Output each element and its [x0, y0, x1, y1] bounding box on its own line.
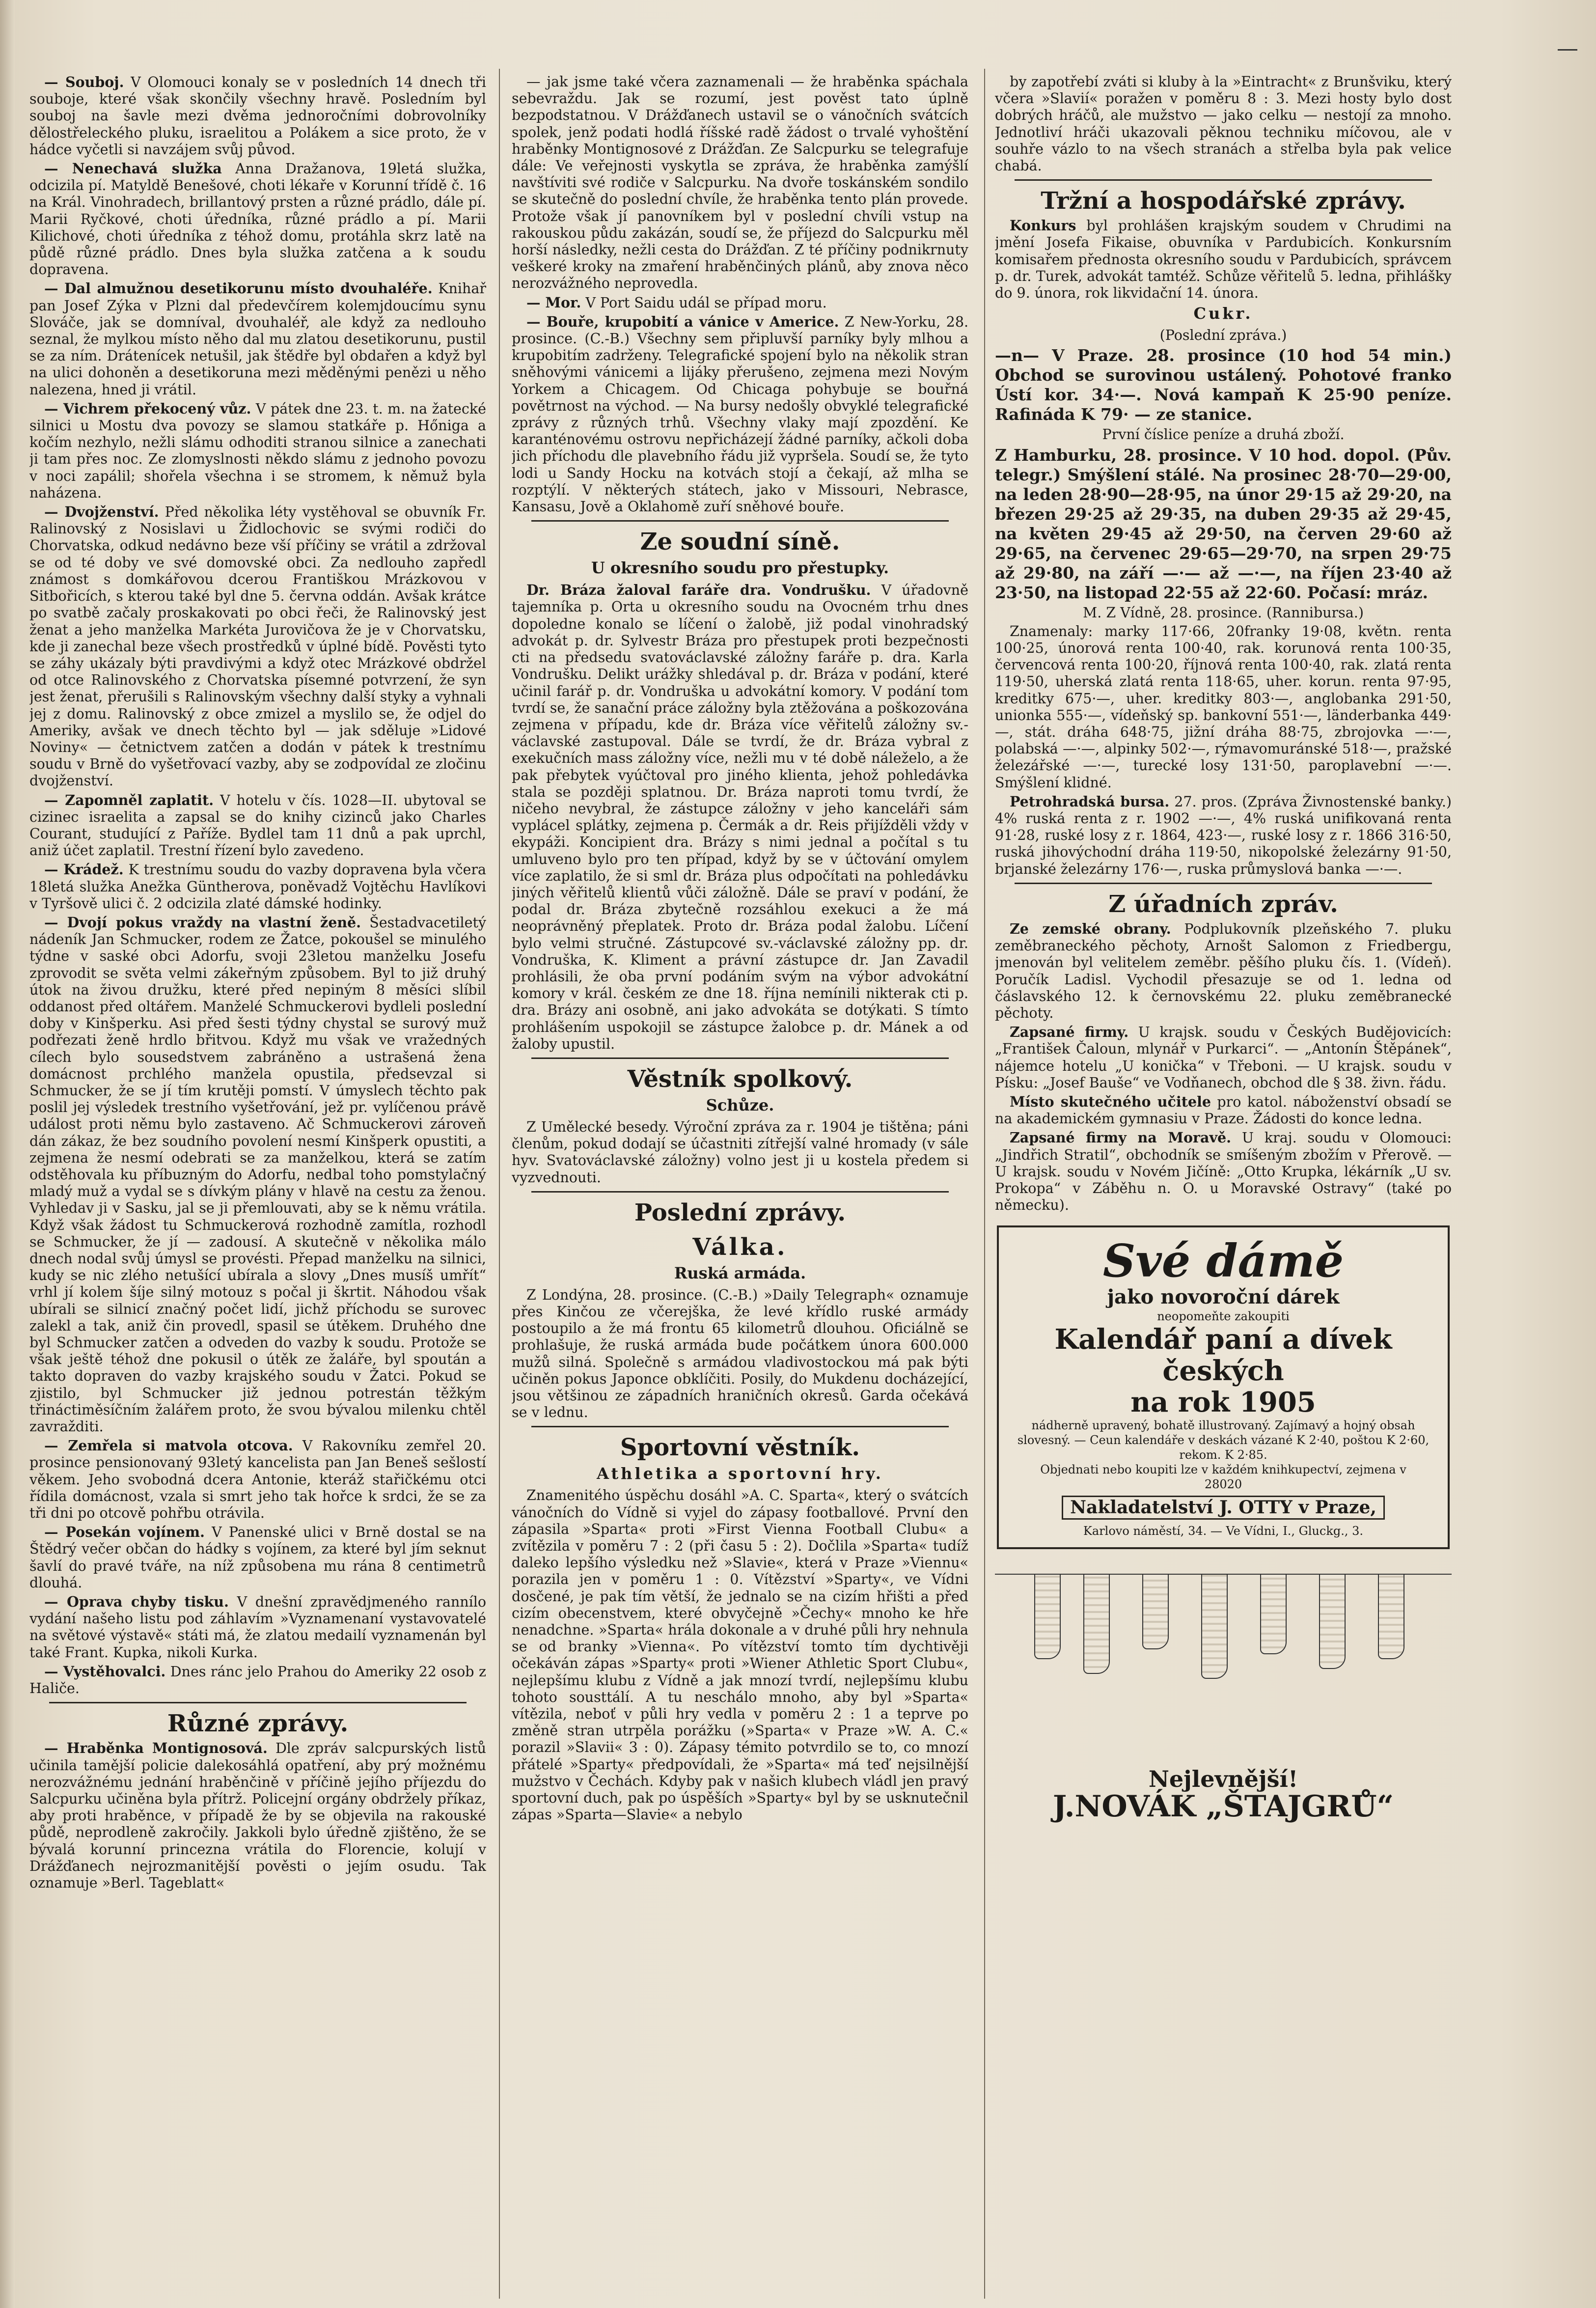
ad-product: Kalendář paní a dívek českých — [1054, 1323, 1392, 1388]
article — [29, 160, 486, 278]
section-title: Věstník spolkový. — [627, 1065, 853, 1093]
market-note: První číslice peníze a druhá zboží. — [1102, 426, 1345, 443]
article-text: V Rakovníku zemřel 20. prosince pensionovaný 93letý kancelista pan Jan Beneš sešlostí věkem. Jeho svobodná dcera Antonie, kteráž stařičkému otci řídila domácnost, vzala si smrt jeho tak hořce k srdci, že se za tři dni po otcově pohřbu otrávila. — [29, 1438, 486, 1522]
article-text: Dnes ránc jelo Prahou do Ameriky 22 osob z Haliče. — [29, 1663, 486, 1697]
article-heading: — Krádež. — [44, 861, 124, 878]
article-text: Anna Dražanova, 19letá služka, odcizila pí. Matyldě Benešové, choti lékaře v Korunní třídě č. 16 na Král. Vinohradech, brillantový prsten a různé prádlo, dále pí. Marii Ryčkové, choti úředníka, různé prádlo a pí. Marii Kilichové, choti úředníka z téhož domu, protáhla skrz latě na půdě různé prádlo. Dnes byla služka zatčena a k soudu dopravena. — [29, 161, 486, 278]
article-text: Z Londýna, 28. prosince. (C.-B.) »Daily Telegraph« oznamuje přes Kinčou ze včerejška, že levé křídlo ruské armády postoupilo a že má frontu 65 kilometrů dlouhou. Oficiálně se prohlašuje, že ruská armáda bude počátkem února 600.000 mužů silná. Společně s armádou vladivostockou má pak býti učiněn pokus Japonce obklíčiti. Posily, do Mukdenu docházející, jsou většinou ze západních hraničních okresů. Garda očekává se v lednu. — [512, 1286, 968, 1421]
market-report — [995, 793, 1452, 878]
section-title: Ze soudní síně. — [640, 528, 840, 556]
stocking-icon — [1319, 1574, 1346, 1669]
article-heading: — Souboj. — [44, 74, 124, 90]
column-3 — [995, 74, 1452, 2294]
article-heading: — Vichrem překocený vůz. — [44, 400, 251, 417]
article — [29, 400, 486, 501]
article-text: V hotelu v čís. 1028—II. ubytoval se cizinec israelita a zapsal se do knihy cizinců jako Charles Courant, studující z Paříže. Bydlel tam 11 dnů a pak uprchl, aniž účet zaplatil. Trestní řízení bylo zavedeno. — [29, 792, 486, 859]
ad-note: neopomeňte zakoupiti — [1157, 1309, 1290, 1324]
calendar-advertisement — [997, 1225, 1450, 1549]
article-text: 27. pros. (Zpráva Živnostenské banky.) 4% ruská renta z r. 1902 —·—, 4% ruská unifikovaná renta 91·28, ruské losy z r. 1864, 423·—, ruské losy z r. 1866 316·50, ruská jihovýchodní dráha 119·50, nikopolské železárny 91·50, brjanské železárny 176·—, ruska průmyslová banka —·—. — [995, 793, 1452, 877]
article — [512, 1487, 968, 1823]
market-report: Z Hamburku, 28. prosince. V 10 hod. dopol. (Pův. telegr.) Smýšlení stálé. Na prosinec 28·70—29·00, na leden 28·90—28·95, na únor 29·15 až 29·20, na březen 29·25 až 29·35, na duben 29·35 až 29·45, na květen 29·45 až 29·50, na červen 29·60 až 29·65, na červenec 29·65—29·70, na srpen 29·75 až 29·80, na září —·— až —·—, na říjen 23·40 až 23·50, na listopad 22·55 až 22·60. Počasí: mráz. — [995, 445, 1452, 602]
article — [512, 294, 968, 311]
article — [29, 792, 486, 860]
article — [995, 920, 1452, 1022]
section-divider — [49, 1702, 467, 1703]
stocking-icon — [1378, 1574, 1404, 1659]
article-heading: — Zapomněl zaplatit. — [44, 791, 214, 808]
article-text: K trestnímu soudu do vazby dopravena byla včera 18letá služka Anežka Güntherova, poněvadž Vojtěchu Havlíkovi v Tyršově ulici č. 2 odcizila zlaté dámské hodinky. — [29, 862, 486, 912]
article-heading: Zapsané firmy na Moravě. — [1010, 1129, 1232, 1146]
article-text: Šestadvacetiletý nádeník Jan Schmucker, rodem ze Žatce, pokoušel se minulého týdne v saské obci Adorfu, svoji 23letou manželku Josefu zprovodit se světa velmi zákeřným způsobem. Byl to již druhý útok na živou družku, které před nepiným 8 měsíci slíbil oddanost před oltářem. Manželé Schmuckerovi bydleli poslední doby v Kinšperku. Asi před šesti týdny chystal se surový muž podřezati ženě hrdlo břitvou. Když mu však ve vražedných cílech bylo sousedstvem zabráněno a ustrašená žena domácnost prchlého manžela opustila, předsevzal si Schmucker, že se jí tím krutěji pomstí. V úmyslech těchto pak poslil jej výsledek trestního vyšetřování, jež pr. vylíčenou právě událost proti němu bylo zastaveno. Ač Schmuckerovi zároveň dán zákaz, že bez soudního povolení nesmí Kinšperk opustiti, a zejmena že nesmí odebrati se za manželkou, která se zatím odstěhovala ku příbuzným do Adorfu, nedbal toho pomstylačný mladý muž a vydal se s dívkým plány v hlavě na cestu za ženou. Vyhledav ji v Sasku, jal se ji přemlouvati, aby se k němu vrátila. Když však žádost tu Schmuckerová rozhodně zamítla, rozhodl se Schmucker, že jí — zadousí. A skutečně v několika málo dnech nodal svůj úmysl se provésti. Přepad manželku na silnici, kudy se nic zlého netušící ubírala a slovy „Dnes musíš umřít“ vrhl jí kolem šíje silný motouz s počal ji škrtit. Náhodou však ubírali se silnicí značný počet lidí, jichž příchodu se surovec zalekl a tak, aniž čin provedl, spasil se útěkem. Druhého dne byl Schmucker zatčen a odveden do vazby k soudu. Protože se však ještě téhož dne pokusil o útěk ze žaláře, byl spoután a takto dopraven do vazby krajského soudu v Žatci. Pokud se zjistilo, byl Schmucker již jednou potrestán těžkým třináctiměsíčním žalářem proto, že svou bývalou milenku chtěl zavražditi. — [29, 914, 486, 1435]
article-heading: — Mor. — [526, 294, 581, 311]
war-heading: Válka. — [692, 1233, 788, 1261]
stocking-advertisement — [995, 1559, 1452, 1834]
stocking-icon — [1083, 1574, 1110, 1674]
article-text: Z New-Yorku, 28. prosince. (C.-B.) Všechny sem připluvší parníky byly mlhou a krupobitím zadrženy. Telegrafické spojení bylo na několik stran sněhovými vánicemi a lijáky přerušeno, zejmena mezi Novým Yorkem a Chicagem. Od Chicaga pohybuje se bouřná povětrnost na východ. — Na bursy nedošly obvyklé telegrafické zprávy z různých trhů. Všechny vlaky mají zpozdění. Ke karanténovému ostrovu nepřicházejí žádné parníky, ačkoli doba jich příchodu dle plavebního řádu již vypršela. Soudí se, že tyto lodi u Sandy Hocku na kotvách stojí a čekají, až mlha se rozptýlí. V některých státech, jako v Missouri, Nebrasce, Kansasu, Jově a Oklahomě zuří sněhové bouře. — [512, 313, 968, 515]
article-text: by zapotřebí zváti si kluby à la »Eintracht« z Brunšviku, který včera »Slavií« poražen v poměru 8 : 3. Mezi hosty bylo dost dobrých hráčů, ale mužstvo — jako celku — nestojí za mnoho. Jednotliví hráči ukazovali pěknou techniku míčovou, ale v souhře vázlo to na všech stranách a střelba byla pak velice chabá. — [995, 74, 1452, 174]
article — [512, 582, 968, 1053]
article — [995, 1129, 1452, 1214]
section-divider — [531, 1426, 949, 1427]
section-title: Různé zprávy. — [167, 1710, 349, 1738]
market-report — [995, 623, 1452, 791]
ad-year: na rok 1905 — [1130, 1386, 1316, 1419]
article-text: Dle zpráv salcpurských listů učinila tamější policie dalekosáhlá opatření, aby prý možnému nerozvážnému jednání hraběnčině v příčině jejího příjezdu do Salcpurku učiněna byla přítrž. Policejní orgány obdržely příkaz, aby proti hraběnce, v případě že by se objevila na rakouské půdě, neprodleně zakročily. Jakkoli bylo úředně zjištěno, že se bývalá korunní princezna vrátila do Florencie, kolují v Drážďanech nejrozmanitější pověsti o jejím osudu. Tak oznamuje »Berl. Tageblatt« — [29, 1740, 486, 1891]
article — [512, 313, 968, 515]
ad-number: 28020 — [1204, 1477, 1242, 1492]
article — [29, 1740, 486, 1891]
article-heading: Zapsané firmy. — [1010, 1024, 1129, 1041]
section-divider — [531, 1057, 949, 1059]
article-text: V Panenské ulici v Brně dostal se na Štědrý večer občan do hádky s vojínem, za které byl jím seknut šavlí do pravé tváře, na níž způsobena mu rána 8 centimetrů dlouhá. — [29, 1524, 486, 1591]
article — [995, 1024, 1452, 1091]
article-heading: Místo skutečného učitele — [1010, 1093, 1211, 1110]
column-rule — [984, 69, 985, 2299]
article-text: V Olomouci konaly se v posledních 14 dnech tři souboje, které však skončily všechny hravě. Posledním byl souboj na šavle mezi dvěma jednoročními dobrovolníky dělostřeleckého pluku, israelitou a Polákem a sice proto, že v hádce vyčetli si navzájem svůj původ. — [29, 74, 486, 158]
section-divider — [531, 1191, 949, 1193]
section-subtitle: Ruská armáda. — [674, 1263, 806, 1282]
section-subtitle: Athletika a sportovní hry. — [597, 1464, 883, 1483]
article — [29, 1524, 486, 1591]
stocking-icon — [1201, 1574, 1228, 1679]
stocking-icon — [1260, 1574, 1287, 1654]
market-title: Cukr. — [1193, 304, 1253, 323]
article-text: V úřadovně tajemníka p. Orta u okresního soudu na Ovocném trhu dnes dopoledne konalo se líčení o žalobě, již podal vinohradský advokát p. dr. Sylvestr Bráza pro přestupek proti bezpečnosti cti na předsedu svatováclavské záložny faráře p. dra. Karla Vondrušku. Delikt urážky shledával p. dr. Bráza v podání, které učinil farář p. dr. Vondruška u advokátní komory. V podání tom tvrdí se, že sanační práce záložny byla ztěžována a poškozována zejmena v případu, kde dr. Bráza více věřitelů záložny sv.-václavské zastupoval. Dále se tvrdí, že dr. Bráza vybral z exekučních mass záložny více, nežli mu v té době náleželo, a že pak přebytek vyúčtoval pro jiného klienta, jehož pohledávka stala se později splatnou. Dr. Bráza naproti tomu tvrdí, že ničeho nevybral, že zástupce záložny v jeho kanceláři sám vyplácel splátky, zejmena p. Čermák a dr. Reis přijížděli vždy v ekypáži. Koncipient dra. Brázy s nimi jednal a počítal s tu umluveno bylo pro ten případ, když by se v účtování omylem více zaplatilo, že si sml dr. Bráza plus odpočítati na pohledávku jiných věřitelů klientů vůči záložně. Dále se praví v podání, že podal dr. Bráza zbytečně rozsáhlou exekuci a že má neoprávněný přeplatek. Proto dr. Bráza podal žalobu. Líčení bylo velmi stručné. Zástupcové sv.-václavské záložny pp. dr. Vondruška, K. Kliment a právní zástupce dr. Jan Zavadil prohlásili, že oba první podáním svým na výbor advokátní komory v král. českém ze dne 18. října nemínili nikterak cti p. dra. Brázy ani osobně, ani jako advokáta se dotýkati. S tímto prohlášením uspokojil se zástupce žalobce p. dr. Mánek a od žaloby upustil. — [512, 582, 968, 1052]
article-heading: Ze zemské obrany. — [1010, 920, 1171, 937]
article — [29, 1593, 486, 1661]
article-text: V Port Saidu udál se případ moru. — [585, 294, 827, 311]
article-heading: — Oprava chyby tisku. — [44, 1593, 229, 1611]
article-text: Před několika léty vystěhoval se obuvník Fr. Ralinovský z Nosislavi u Židlochovic se svými rodiči do Chorvatska, odkud nedávno beze vší příčiny se vrátil a zdržoval se od té doby ve své domovské obci. Za nedlouho zapředl známost s domkářovou dcerou Františkou Mrázkovou v Sitbořicích, s kterou také byl dne 5. června oddán. Avšak krátce po svatbě začaly proskakovati po obci řeči, že Ralinovský jest ženat a jeho manželka Markéta Jurovičova že je v Chorvatsku, kde ji zanechal beze všech prostředků v úplné bídě. Pověsti tyto se záhy ukázaly býti pravdivými a když otec Mrázkové obdržel od otce Ralinovského z Chorvatska písemné potvrzení, že syn jest ženat, přerušili s Ralinovským všechny další styky a vyhnali jej z domu. Ralinovský z obce zmizel a myslilo se, že odjel do Ameriky, avšak ve dnech těchto byl — jak sděluje »Lidové Noviny« — četnictvem zatčen a dodán v pátek k trestnímu soudu v Brně do vyšetřovací vazby, aby se zodpovídal ze zločinu dvojženství. — [29, 504, 486, 789]
article — [29, 503, 486, 789]
article-text: Podplukovník plzeňského 7. pluku zeměbraneckého pěchoty, Arnošt Salomon z Friedbergu, jmenován byl velitelem zeměbr. pěšího pluku čís. 1. (Vídeň). Poručík Ladisl. Vychodil přesazuje se od 1. ledna od čáslavského 12. k černovskému 22. pluku zeměbranecké pěchoty. — [995, 920, 1452, 1021]
article-heading: — Dal almužnou desetikorunu místo dvouhaléře. — [44, 280, 433, 297]
article — [512, 1119, 968, 1186]
article — [512, 1287, 968, 1421]
section-title: Poslední zprávy. — [634, 1198, 846, 1226]
column-2 — [512, 74, 968, 2294]
article-heading: — Posekán vojínem. — [44, 1524, 205, 1541]
article — [995, 74, 1452, 174]
article — [29, 1663, 486, 1697]
ad-text — [995, 1765, 1452, 1824]
margin-mark — [1558, 49, 1577, 51]
article-text: Z Umělecké besedy. Výroční zpráva za r. 1904 je tištěna; páni členům, pokud dodají se účastniti zítřejší valné hromady (v sále hyv. Svatováclavské záložny) volno jest ji u kostela předem si vyzvednouti. — [512, 1118, 968, 1186]
article-heading: Konkurs — [1010, 217, 1076, 234]
article-heading: — Dvojženství. — [44, 503, 159, 521]
article-text: — jak jsme také včera zaznamenali — že hraběnka spáchala sebevraždu. Jak se rozumí, jest pověst tato úplně bezpodstatnou. V Drážďanech ustavil se o vánočních svátcích spolek, jenž podati hodlá říšské radě žádost o trvalé vyhoštění hraběnky Montignosové z Drážďan. Ze Salcpurku se telegrafuje dále: Ve veřejnosti vyskytla se zpráva, že hraběnka zamýšlí navštíviti své rodiče v Salcpurku. Na dvoře toskánském sondilo se skutečně do poslední chvíle, že hraběnka tento plán provede. Protože však jí panovníkem byl v poslední chvíli vstup na rakouskou půdu zakázán, soudí se, že příjezd do Salcpurku měl horší následky, nežli cesta do Drážďan. Z té příčiny podnikrnuty veškeré kroky na zmaření hraběnčiných plánů, aby znova něco nerozvážného neprovedla. — [512, 74, 968, 292]
article-text: pro katol. náboženství obsadí se na akademickém gymnasiu v Praze. Žádosti do konce ledna. — [995, 1093, 1452, 1127]
stocking-icon — [1142, 1574, 1169, 1649]
article-heading: — Hraběnka Montignosová. — [44, 1740, 268, 1757]
ad-publisher: Nakladatelství J. OTTY v Praze, — [1062, 1496, 1385, 1519]
article — [995, 217, 1452, 302]
article-text: U kraj. soudu v Olomouci: „Jindřich Stratil“, obchodník se smíšeným zbožím v Přerově. — U krajsk. soudu v Novém Jičíně: „Otto Krupka, lékárník „U sv. Prokopa“ v Záběhu n. O. u Moravské Ostravy“ (také po německu). — [995, 1130, 1452, 1214]
article-text: V dnešní zpravědjmeného rannílo vydání našeho listu pod záhlavím »Vyznamenaní vystavovatelé na světové výstavě« státi má, že zlatou medailí vyznamenán byl také Frant. Kupka, nikoli Kurka. — [29, 1594, 486, 1661]
article-heading: — Zemřela si matvola otcova. — [44, 1437, 293, 1454]
column-rule — [499, 69, 500, 2299]
article — [29, 914, 486, 1435]
market-subtitle: (Poslední zpráva.) — [1159, 327, 1287, 344]
section-title: Sportovní věstník. — [620, 1434, 860, 1462]
article-text: U krajsk. soudu v Českých Budějovicích: „František Čaloun, mlynář v Purkarci“. — „Antonín Štěpánek“, nájemce hotelu „U konička“ v Třeboni. — U krajsk. soudu v Písku: „Josef Bauše“ ve Vodňanech, obchod dle § 38. živn. řádu. — [995, 1024, 1452, 1091]
article — [29, 861, 486, 912]
article — [29, 74, 486, 158]
article-heading: — Dvojí pokus vraždy na vlastní ženě. — [44, 914, 361, 931]
ad-address: Karlovo náměstí, 34. — Ve Vídni, I., Gluckg., 3. — [1083, 1524, 1364, 1538]
article-text: Knihař pan Josef Zýka v Plzni dal předevčírem kolemjdoucímu synu Slováče, jak se domníval, dvouhaléř, ale když za nedlouho seznal, že mylkou místo něho dal mu zlatou desetikorunu, pustil se za ním. Drátenícek netušil, jak štědře byl obdařen a když byl na ulici dohoněn a desetikoruna mezi měděnými penězi u něho nalezena, hned ji vrátil. — [29, 280, 486, 398]
section-subtitle: Schůze. — [706, 1095, 774, 1114]
article — [29, 280, 486, 398]
ad-order: Objednati nebo koupiti lze v každém knihkupectví, zejmena v — [1040, 1463, 1406, 1477]
ad-brand: J.NOVÁK „ŠTAJGRŮ“ — [1052, 1789, 1394, 1824]
article — [995, 1093, 1452, 1127]
article-heading: Dr. Bráza žaloval faráře dra. Vondrušku. — [526, 582, 871, 599]
market-heading: M. Z Vídně, 28. prosince. (Rannibursa.) — [1083, 604, 1364, 621]
ad-title: Své dámě — [1102, 1234, 1344, 1288]
section-title: Tržní a hospodářské zprávy. — [1041, 187, 1406, 215]
article-text: V pátek dne 23. t. m. na žatecké silnici u Mostu dva povozy se slamou statkáře p. Hőniga a kočím nezhylo, nežli slámu odhoditi stranou silnice a zanechati ji tam přes noc. Ze zlomyslnosti někdo slámu z jednoho povozu v noci zapálil; shořela všechna i se stromem, k němuž byla naházena. — [29, 400, 486, 501]
market-report: —n— V Praze. 28. prosince (10 hod 54 min.) Obchod se surovinou ustálený. Pohotové franko Ústí kor. 34·—. Nová kampaň K 25·90 peníze. Rafináda K 79· — ze stanice. — [995, 346, 1452, 424]
section-divider — [1015, 179, 1432, 181]
ad-slogan: Nejlevnější! — [1148, 1765, 1298, 1792]
article-text: Znamenaly: marky 117·66, 20franky 19·08, květn. renta 100·25, únorová renta 100·40, rak. korunová renta 100·35, červencová renta 100·20, říjnová renta 100·40, rak. zlatá renta 119·50, uherská zlatá renta 118·65, uher. korun. renta 97·95, kreditky 675·—, uher. kreditky 803·—, anglobanka 291·50, unionka 555·—, vídeňský sp. bankovní 551·—, länderbanka 449·—, stát. dráha 648·75, jižní dráha 88·75, zbrojovka —·—, polabská —·—, alpinky 502·—, rýmavomuránské 518·—, pražské železářské —·—, turecké losy 131·50, paroplavební —·—. Smýšlení klidné. — [995, 623, 1452, 791]
section-divider — [1015, 883, 1432, 884]
page-binding-shadow — [0, 0, 15, 2308]
article-text: byl prohlášen krajským soudem v Chrudimi na jmění Josefa Fikaise, obuvníka v Pardubicích. Konkursním komisařem přednosta okresního soudu v Pardubicích, správcem p. dr. Turek, advokát tamtéž. Schůze věřitelů 5. ledna, přihlášky do 9. února, rok likvidační 14. února. — [995, 218, 1452, 302]
section-divider — [531, 520, 949, 522]
article-heading: — Vystěhovalci. — [44, 1663, 166, 1680]
ad-description: nádherně upravený, bohatě illustrovaný. Zajímavý a hojný obsah slovesný. — Ceun kalendáře v deskách vázané K 2·40, poštou K 2·60, rekom. K 2·85. — [1017, 1418, 1430, 1462]
article-text: Znamenitého úspěchu dosáhl »A. C. Sparta«, který o svátcích vánočních do Vídně si vyjel do zápasy footballové. První den zápasila »Sparta« proti »First Vienna Football Clubu« a zvítězila v poměru 7 : 2 (při času 5 : 2). Dočlila »Sparta« tudíž daleko lepšího výsledku než »Slavie«, která v Praze »Viennu« porazila jen v poměru 1 : 0. Vítězství »Sparty«, ve Vídni dosčené, je pak tím větší, že jednalo se na cizím hřišti a před cizím obecenstvem, které obvyčejně »Čechy« mnoho ke hře nenadchne. »Sparta« hrála dokonale a v druhé půli hry nehnula se od branky »Vienna«. Po vítězství tomto tím dychtivěji očekáván zápas »Sparty« proti »Wiener Athletic Sport Clubu«, nejlepšímu klubu z Vídně a jak mnozí tvrdí, nejlepšímu klubu tohoto sousttálí. A tu neschálo mnoho, aby byl »Sparta« vítězila, neboť v půli hry vedla v poměru 2 : 1 a teprve po změně stran utrpěla porážku (»Sparta« v Praze »W. A. C.« porazil »Slavii« 3 : 0). Zápasy témito potvrdilo se to, co mnozí přátelé »Sparty« předpovídali, že »Sparta« má teď nejsilnější mužstvo v Čechách. Kdyby pak v našich klubech vládl jen pravý sportovní duch, pak po úspěších »Sparty« byl by se usknutečnil zápas »Sparta—Slavie« a nebylo — [512, 1487, 968, 1823]
column-1 — [29, 74, 486, 2294]
article — [29, 1437, 486, 1522]
article-heading: Petrohradská bursa. — [1010, 793, 1170, 810]
ad-subtitle: jako novoroční dárek — [1107, 1285, 1340, 1309]
section-title: Z úřadních zpráv. — [1108, 890, 1338, 918]
stocking-icon — [1034, 1574, 1061, 1659]
section-subtitle: U okresního soudu pro přestupky. — [591, 558, 889, 578]
article-heading: — Bouře, krupobití a vánice v Americe. — [526, 313, 839, 330]
article — [512, 74, 968, 292]
article-heading: — Nenechavá služka — [44, 160, 222, 177]
